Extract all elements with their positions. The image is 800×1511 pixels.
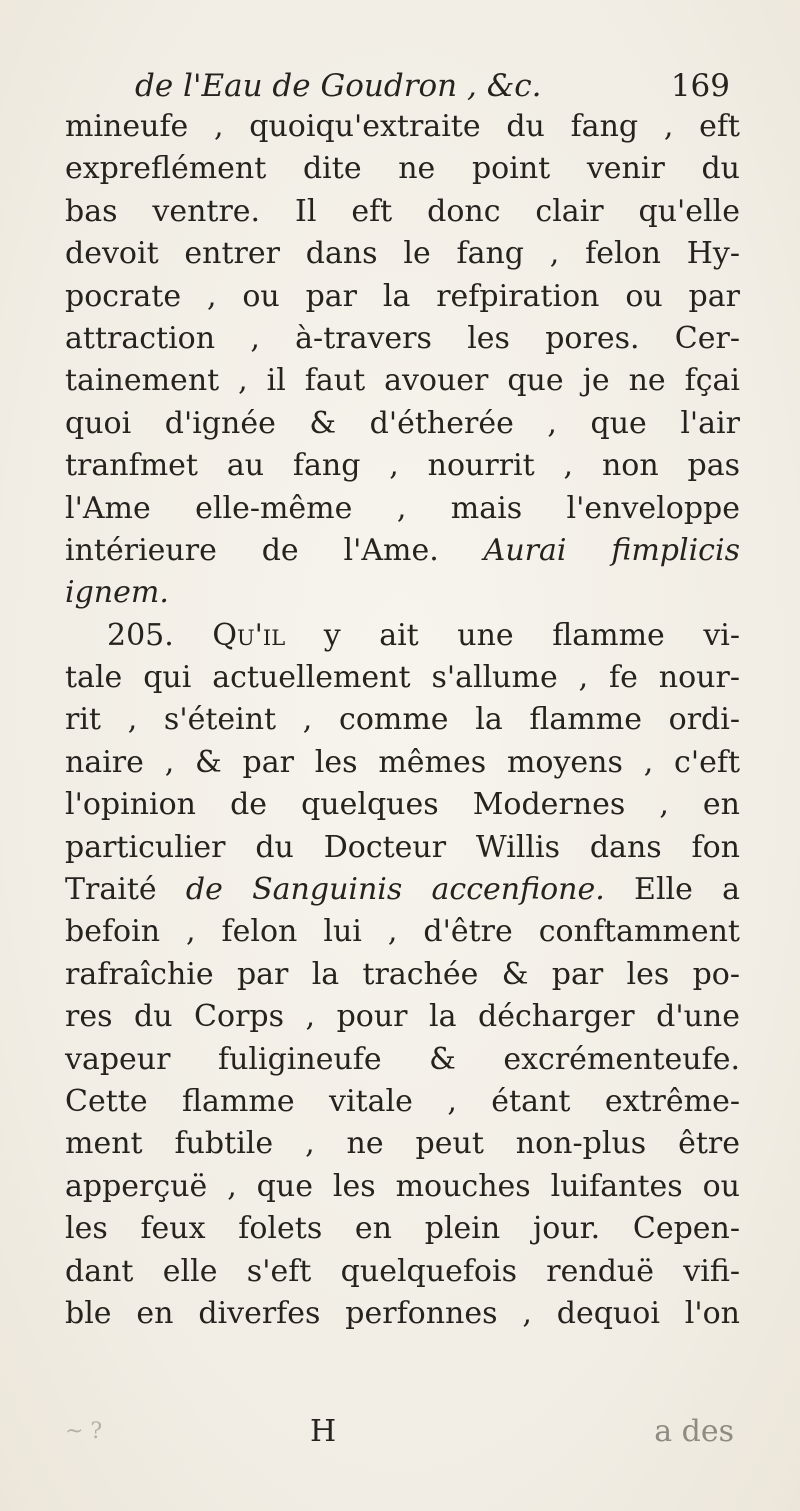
text-line: expreflément dite ne point venir du bbox=[65, 151, 740, 187]
paragraph-number: 205. bbox=[107, 617, 174, 653]
running-title: de l'Eau de Goudron , &c. bbox=[135, 68, 542, 104]
text-line: naire , & par les mêmes moyens , c'eft bbox=[65, 744, 740, 780]
text-line: quoi d'ignée & d'étherée , que l'air bbox=[65, 405, 740, 441]
page-number: 169 bbox=[670, 68, 730, 104]
latin-title: Sanguinis accenfione. bbox=[252, 872, 605, 908]
text-line: l'Ame elle-même , mais l'enveloppe bbox=[65, 490, 740, 526]
text-segment: Traité bbox=[65, 872, 157, 908]
paragraph-start-line bbox=[65, 615, 740, 657]
text-segment: intérieure de l'Ame. bbox=[65, 532, 439, 568]
faded-mark: ~ ? bbox=[65, 1419, 103, 1444]
text-line: tainement , il faut avouer que je ne fçai bbox=[65, 363, 740, 399]
text-line: particulier du Docteur Willis dans fon bbox=[65, 829, 740, 865]
text-line: ignem. bbox=[65, 575, 169, 611]
text-line: mineufe , quoiqu'extraite du fang , eft bbox=[65, 109, 740, 144]
italic-word: de bbox=[185, 872, 223, 908]
text-line: bas ventre. Il eft donc clair qu'elle bbox=[65, 193, 740, 229]
body-text bbox=[65, 106, 740, 1335]
catchword: a des bbox=[654, 1414, 734, 1449]
text-line: rafraîchie par la trachée & par les po- bbox=[65, 956, 740, 992]
text-line: res du Corps , pour la décharger d'une bbox=[65, 999, 740, 1035]
page-footer bbox=[65, 1411, 740, 1453]
text-line bbox=[65, 869, 740, 911]
text-line: attraction , à-travers les pores. Cer- bbox=[65, 320, 740, 356]
running-header bbox=[135, 64, 730, 108]
text-line: befoin , felon lui , d'être conftamment bbox=[65, 914, 740, 950]
text-line bbox=[65, 530, 740, 572]
text-line: devoit entrer dans le fang , felon Hy- bbox=[65, 236, 740, 272]
text-line: ble en diverfes perfonnes , dequoi l'on bbox=[65, 1295, 740, 1331]
text-segment: Elle a bbox=[634, 872, 741, 908]
text-line: tranfmet au fang , nourrit , non pas bbox=[65, 448, 740, 484]
text-line: apperçuë , que les mouches luifantes ou bbox=[65, 1168, 740, 1204]
text-line: rit , s'éteint , comme la flamme ordi- bbox=[65, 702, 740, 738]
small-caps-opening: Qu'il bbox=[212, 617, 286, 653]
text-line: ment fubtile , ne peut non-plus être bbox=[65, 1126, 740, 1162]
text-line: vapeur fuligineufe & excrémenteufe. bbox=[65, 1041, 740, 1077]
text-segment: y ait une flamme vi- bbox=[323, 617, 741, 653]
latin-quote: Aurai fimplicis bbox=[483, 532, 740, 568]
text-line: l'opinion de quelques Modernes , en bbox=[65, 787, 740, 823]
text-line: dant elle s'eft quelquefois renduë vifi- bbox=[65, 1253, 740, 1289]
text-line: les feux folets en plein jour. Cepen- bbox=[65, 1211, 740, 1247]
text-line: pocrate , ou par la refpiration ou par bbox=[65, 278, 740, 314]
text-line: Cette flamme vitale , étant extrême- bbox=[65, 1083, 740, 1119]
text-line: tale qui actuellement s'allume , fe nour- bbox=[65, 660, 740, 696]
signature-mark: H bbox=[310, 1414, 337, 1449]
